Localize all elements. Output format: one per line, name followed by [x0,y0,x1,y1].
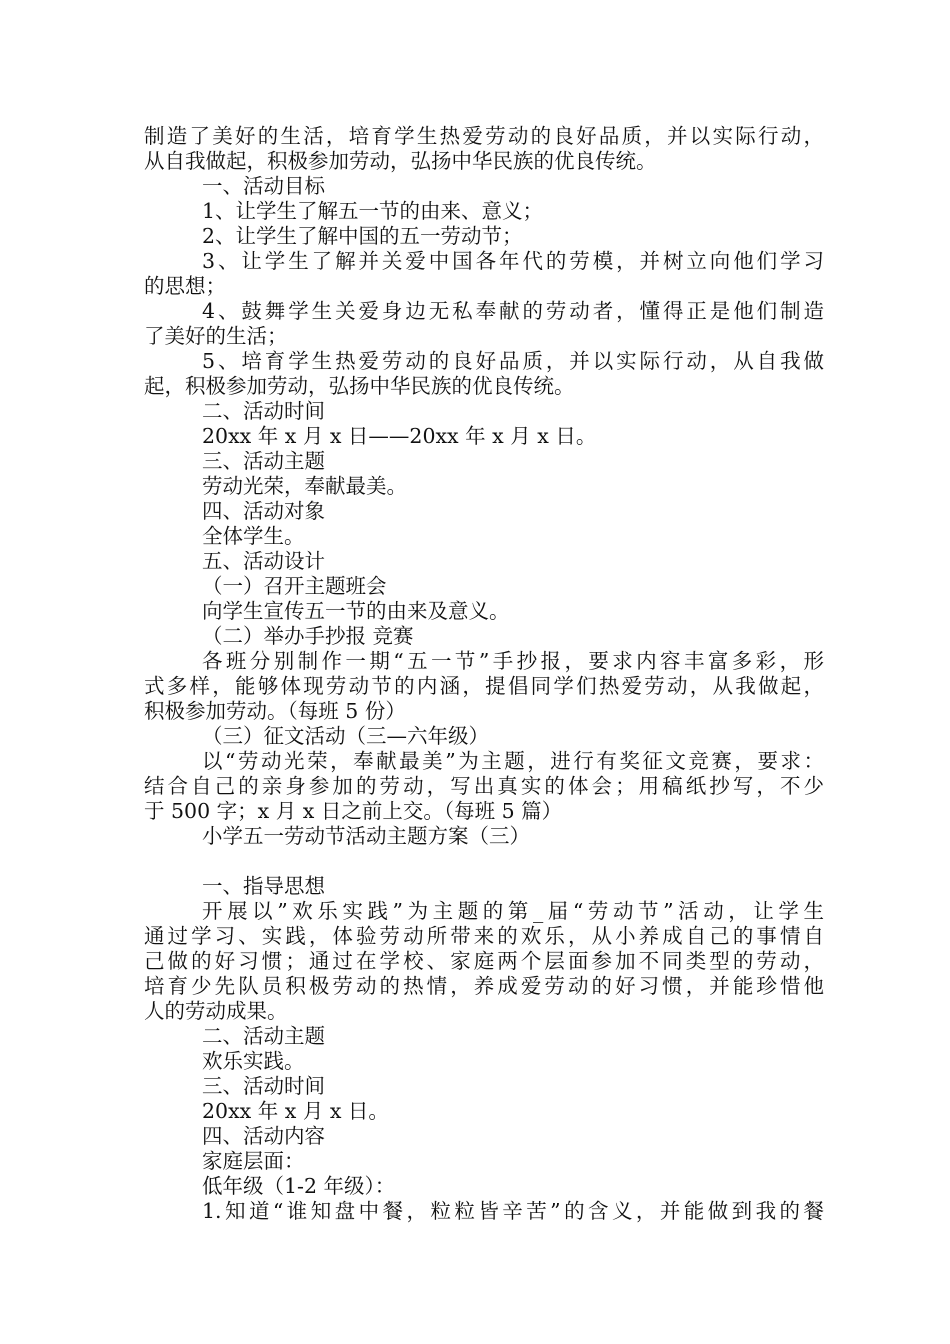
text-line: 了美好的生活； [144,324,288,348]
text-line: 五、活动设计 [202,549,325,573]
text-line: （二）举办手抄报 竞赛 [202,624,414,648]
text-line: 结合自己的亲身参加的劳动，写出真实的体会；用稿纸抄写，不少 [144,774,824,798]
text-line: 一、指导思想 [202,874,325,898]
text-line: 积极参加劳动。（每班 5 份） [144,699,406,723]
text-line: 二、活动主题 [202,1024,325,1048]
text-line: 5、培育学生热爱劳动的良好品质，并以实际行动，从自我做 [202,349,824,373]
text-line: 以“劳动光荣，奉献最美”为主题，进行有奖征文竞赛，要求： [202,749,824,773]
text-line: 通过学习、实践，体验劳动所带来的欢乐，从小养成自己的事情自 [144,924,824,948]
text-line: 1.知道“谁知盘中餐，粒粒皆辛苦”的含义，并能做到我的餐 [202,1199,824,1223]
text-line: 三、活动主题 [202,449,325,473]
text-line: 各班分别制作一期“五一节”手抄报，要求内容丰富多彩，形 [202,649,824,673]
text-line: 4、鼓舞学生关爱身边无私奉献的劳动者，懂得正是他们制造 [202,299,824,323]
text-line: 1、让学生了解五一节的由来、意义； [202,199,544,223]
text-line: 全体学生。 [202,524,305,548]
text-line: （三）征文活动（三—六年级） [202,724,489,748]
text-line: 从自我做起，积极参加劳动，弘扬中华民族的优良传统。 [144,149,657,173]
text-line: 一、活动目标 [202,174,325,198]
text-line: 式多样，能够体现劳动节的内涵，提倡同学们热爱劳动，从我做起， [144,674,824,698]
text-line: 3、让学生了解并关爱中国各年代的劳模，并树立向他们学习 [202,249,824,273]
text-line: 小学五一劳动节活动主题方案（三） [202,824,530,848]
document-body [144,124,824,1224]
text-line: 四、活动对象 [202,499,325,523]
text-line: 欢乐实践。 [202,1049,305,1073]
text-line: 家庭层面： [202,1149,305,1173]
text-line: 劳动光荣，奉献最美。 [202,474,407,498]
text-line: 2、让学生了解中国的五一劳动节； [202,224,523,248]
text-line: 起，积极参加劳动，弘扬中华民族的优良传统。 [144,374,575,398]
text-line: 的思想； [144,274,226,298]
text-line: 20xx 年 x 月 x 日——20xx 年 x 月 x 日。 [202,424,597,448]
text-line: 人的劳动成果。 [144,999,288,1023]
text-line: （一）召开主题班会 [202,574,387,598]
text-line: 低年级（1-2 年级）： [202,1174,396,1198]
text-line: 制造了美好的生活，培育学生热爱劳动的良好品质，并以实际行动， [144,124,824,148]
text-line: 四、活动内容 [202,1124,325,1148]
text-line: 己做的好习惯；通过在学校、家庭两个层面参加不同类型的劳动， [144,949,824,973]
text-line: 向学生宣传五一节的由来及意义。 [202,599,510,623]
text-line: 三、活动时间 [202,1074,325,1098]
text-line: 培育少先队员积极劳动的热情，养成爱劳动的好习惯，并能珍惜他 [144,974,824,998]
text-line: 二、活动时间 [202,399,325,423]
text-line [144,849,824,874]
text-line: 20xx 年 x 月 x 日。 [202,1099,389,1123]
text-line: 开展以”欢乐实践”为主题的第_届“劳动节”活动，让学生 [202,899,824,923]
text-line: 于 500 字；x 月 x 日之前上交。（每班 5 篇） [144,799,563,823]
